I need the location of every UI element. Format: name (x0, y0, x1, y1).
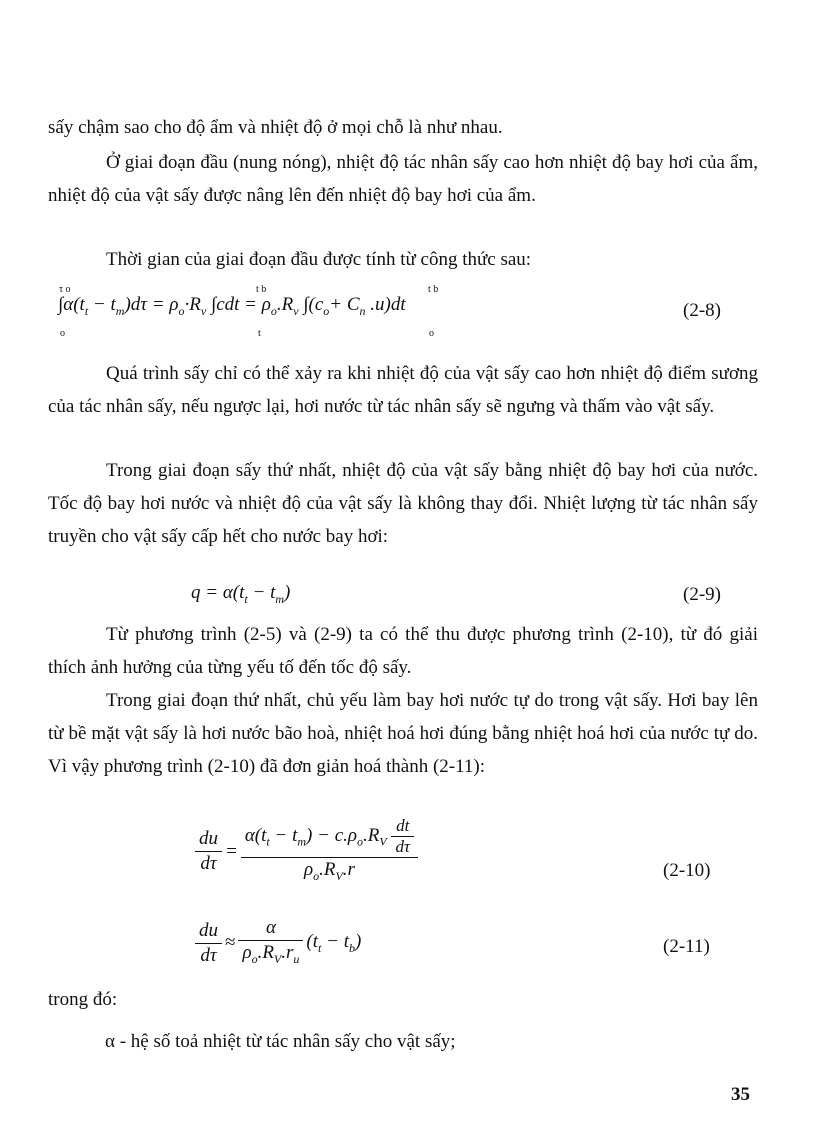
equation-2-10-body: $\frac{du}{d\tau}$ = $\alpha(t_t - t_m) - c.\rho_o.R_V$ $\frac{dt}{d\tau}$ $\rho_o.R_V.r$ (195, 816, 418, 888)
equation-2-9 (0, 578, 816, 614)
paragraph-equation-reference: Từ phương trình (2-5) và (2-9) ta có thể thu được phương trình (2-10), từ đó giải thích ảnh hưởng của từng yếu tố đến tốc độ sấy. (48, 624, 758, 678)
paragraph-time-formula-intro: Thời gian của giai đoạn đầu được tính từ công thức sau: (106, 249, 532, 270)
equation-2-8-number: (2-8) (683, 300, 721, 321)
paragraph-alpha-definition: α - hệ số toả nhiệt từ tác nhân sấy cho vật sấy; (105, 1031, 456, 1052)
equation-2-8-body: $\int\alpha(t_t - t_m)d\tau = \rho_o\cdot R_v$ $\int cdt = \rho_o.R_v$ $\int(c_o+ C_n$ .u)dt (58, 294, 406, 318)
paragraph-continuation: sấy chậm sao cho độ ẩm và nhiệt độ ở mọi chỗ là như nhau. (48, 117, 503, 138)
equation-2-9-body: $q = \alpha(t_t - t_m)$ (191, 582, 291, 606)
equation-2-11-body: $\frac{du}{d\tau}$ ≈ $\frac{\alpha}{\rho_o.R_V.r_u}$ $(t_t - t_b)$ (195, 916, 361, 971)
equation-2-10-number: (2-10) (663, 860, 711, 881)
equation-2-10 (0, 808, 816, 900)
paragraph-heating-stage: Ở giai đoạn đầu (nung nóng), nhiệt độ tác nhân sấy cao hơn nhiệt độ bay hơi của ẩm, nhiệt độ của vật sấy được nâng lên đến nhiệt độ bay hơi của ẩm. (48, 152, 758, 206)
equation-2-11-number: (2-11) (663, 936, 710, 957)
paragraph-free-water: Trong giai đoạn thứ nhất, chủ yếu làm bay hơi nước tự do trong vật sấy. Hơi bay lên từ bề mặt vật sấy là hơi nước bão hoà, nhiệt hoá hơi đúng bằng nhiệt hoá hơi của nước tự do. Vì vậy phương trình (2-10) đã đơn giản hoá thành (2-11): (48, 690, 758, 777)
equation-2-11 (0, 910, 816, 980)
equation-2-9-number: (2-9) (683, 584, 721, 605)
paragraph-dew-point: Quá trình sấy chỉ có thể xảy ra khi nhiệt độ của vật sấy cao hơn nhiệt độ điểm sương của tác nhân sấy, nếu ngược lại, hơi nước từ tác nhân sấy sẽ ngưng và thấm vào vật sấy. (48, 363, 758, 417)
equation-2-8: $\int\alpha(t_t - t_m)d\tau = \rho_o\cdot R_v$ $\int cdt = \rho_o.R_v$ $\int(c_o+ C_n$ .u)dt τ o o t b t t b o (2-8) (58, 284, 721, 339)
paragraph-first-stage: Trong giai đoạn sấy thứ nhất, nhiệt độ của vật sấy bằng nhiệt độ bay hơi của nước. Tốc độ bay hơi nước và nhiệt độ của vật sấy là không thay đổi. Nhiệt lượng từ tác nhân sấy truyền cho vật sấy cấp hết cho nước bay hơi: (48, 460, 758, 547)
page-number: 35 (731, 1084, 750, 1105)
paragraph-where: trong đó: (48, 989, 118, 1010)
